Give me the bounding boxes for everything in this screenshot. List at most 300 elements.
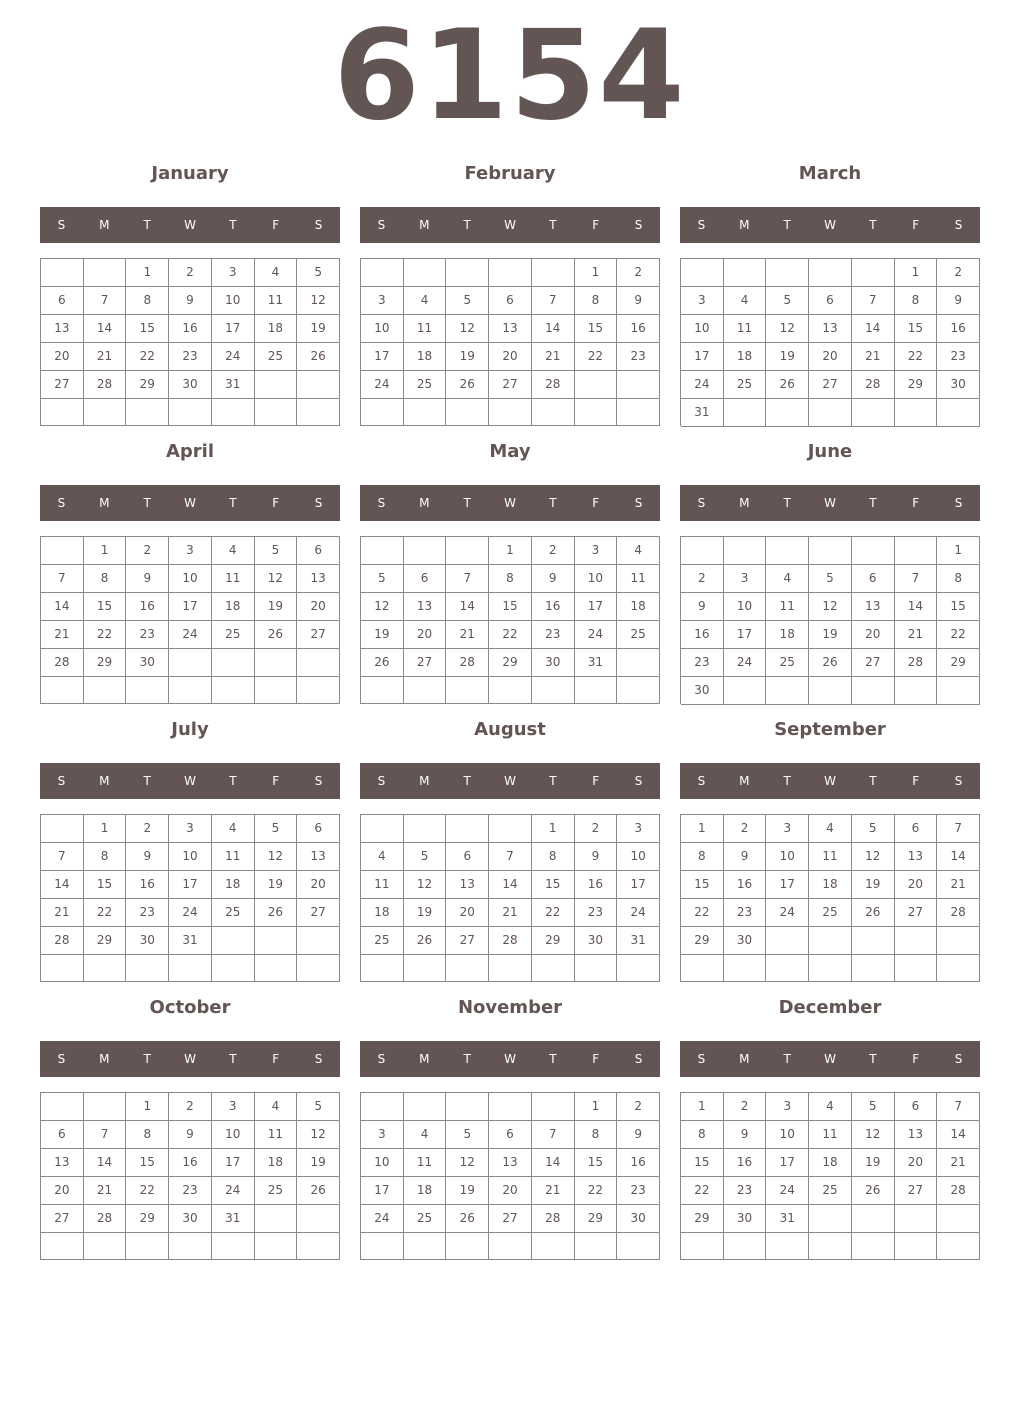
day-cell: 12 bbox=[297, 1121, 340, 1149]
weekday-header bbox=[40, 485, 340, 521]
empty-cell bbox=[532, 1093, 575, 1121]
empty-cell bbox=[169, 955, 212, 982]
day-cell: 22 bbox=[895, 343, 938, 371]
day-cell: 22 bbox=[126, 1177, 169, 1205]
day-cell: 6 bbox=[809, 287, 852, 315]
empty-cell bbox=[361, 399, 404, 426]
day-cell: 17 bbox=[724, 621, 767, 649]
day-cell: 5 bbox=[766, 287, 809, 315]
empty-cell bbox=[126, 1233, 169, 1260]
day-cell: 20 bbox=[809, 343, 852, 371]
day-cell: 8 bbox=[895, 287, 938, 315]
day-cell: 23 bbox=[126, 899, 169, 927]
day-cell: 30 bbox=[169, 1205, 212, 1233]
day-cell: 12 bbox=[361, 593, 404, 621]
empty-cell bbox=[809, 1233, 852, 1260]
day-cell: 23 bbox=[681, 649, 724, 677]
empty-cell bbox=[404, 955, 447, 982]
empty-cell bbox=[126, 399, 169, 426]
empty-cell bbox=[41, 955, 84, 982]
empty-cell bbox=[446, 955, 489, 982]
day-cell: 16 bbox=[575, 871, 618, 899]
day-cell: 12 bbox=[809, 593, 852, 621]
day-cell: 7 bbox=[532, 1121, 575, 1149]
empty-cell bbox=[852, 537, 895, 565]
empty-cell bbox=[361, 1093, 404, 1121]
weekday-label: M bbox=[99, 218, 110, 232]
day-cell: 7 bbox=[84, 1121, 127, 1149]
day-cell: 23 bbox=[724, 1177, 767, 1205]
day-cell: 26 bbox=[297, 343, 340, 371]
day-cell: 23 bbox=[532, 621, 575, 649]
day-cell: 29 bbox=[681, 927, 724, 955]
empty-cell bbox=[766, 955, 809, 982]
weekday-header bbox=[680, 485, 980, 521]
day-cell: 21 bbox=[937, 1149, 980, 1177]
day-cell: 28 bbox=[41, 649, 84, 677]
day-cell: 24 bbox=[617, 899, 660, 927]
empty-cell bbox=[404, 537, 447, 565]
weekday-label: T bbox=[463, 218, 471, 232]
weekday-header bbox=[360, 1041, 660, 1077]
day-cell: 22 bbox=[681, 1177, 724, 1205]
weekday-label: T bbox=[869, 1052, 877, 1066]
day-cell: 19 bbox=[297, 1149, 340, 1177]
day-cell: 28 bbox=[532, 371, 575, 399]
empty-cell bbox=[169, 1233, 212, 1260]
day-cell: 13 bbox=[297, 565, 340, 593]
day-cell: 17 bbox=[212, 1149, 255, 1177]
day-cell: 11 bbox=[255, 287, 298, 315]
day-cell: 20 bbox=[41, 1177, 84, 1205]
day-cell: 13 bbox=[809, 315, 852, 343]
day-cell: 26 bbox=[852, 899, 895, 927]
empty-cell bbox=[852, 677, 895, 705]
day-cell: 7 bbox=[532, 287, 575, 315]
weekday-label: S bbox=[697, 774, 706, 788]
empty-cell bbox=[255, 399, 298, 426]
day-cell: 2 bbox=[681, 565, 724, 593]
day-cell: 2 bbox=[617, 259, 660, 287]
weekday-label: M bbox=[419, 218, 430, 232]
day-cell: 30 bbox=[532, 649, 575, 677]
weekday-header bbox=[40, 763, 340, 799]
empty-cell bbox=[297, 371, 340, 399]
weekday-label: F bbox=[272, 1052, 280, 1066]
weekday-label: S bbox=[954, 218, 963, 232]
weekday-label: S bbox=[377, 774, 386, 788]
day-cell: 29 bbox=[532, 927, 575, 955]
day-cell: 23 bbox=[169, 343, 212, 371]
empty-cell bbox=[532, 399, 575, 426]
weekday-label: T bbox=[869, 774, 877, 788]
day-cell: 11 bbox=[766, 593, 809, 621]
day-cell: 10 bbox=[169, 843, 212, 871]
day-cell: 16 bbox=[681, 621, 724, 649]
day-cell: 22 bbox=[126, 343, 169, 371]
weekday-label: F bbox=[272, 218, 280, 232]
day-cell: 11 bbox=[404, 315, 447, 343]
day-cell: 28 bbox=[852, 371, 895, 399]
day-cell: 20 bbox=[297, 593, 340, 621]
day-cell: 6 bbox=[895, 1093, 938, 1121]
day-cell: 19 bbox=[297, 315, 340, 343]
day-cell: 26 bbox=[361, 649, 404, 677]
day-cell: 18 bbox=[766, 621, 809, 649]
day-cell: 28 bbox=[937, 899, 980, 927]
day-cell: 6 bbox=[489, 1121, 532, 1149]
empty-cell bbox=[361, 955, 404, 982]
day-cell: 13 bbox=[489, 1149, 532, 1177]
day-cell: 17 bbox=[766, 1149, 809, 1177]
month-name: February bbox=[464, 163, 556, 184]
weekday-label: S bbox=[314, 496, 323, 510]
day-cell: 16 bbox=[724, 1149, 767, 1177]
weekday-label: S bbox=[954, 1052, 963, 1066]
day-cell: 16 bbox=[169, 1149, 212, 1177]
day-cell: 11 bbox=[404, 1149, 447, 1177]
empty-cell bbox=[84, 677, 127, 704]
day-cell: 8 bbox=[84, 843, 127, 871]
day-cell: 2 bbox=[126, 537, 169, 565]
weekday-label: M bbox=[739, 774, 750, 788]
empty-cell bbox=[212, 927, 255, 955]
empty-cell bbox=[361, 259, 404, 287]
day-cell: 25 bbox=[255, 343, 298, 371]
empty-cell bbox=[41, 677, 84, 704]
day-cell: 5 bbox=[446, 287, 489, 315]
day-cell: 13 bbox=[446, 871, 489, 899]
weekday-label: S bbox=[314, 1052, 323, 1066]
empty-cell bbox=[852, 927, 895, 955]
weekday-label: M bbox=[739, 218, 750, 232]
day-cell: 13 bbox=[297, 843, 340, 871]
weekday-label: W bbox=[824, 218, 836, 232]
day-cell: 6 bbox=[297, 815, 340, 843]
day-cell: 29 bbox=[126, 1205, 169, 1233]
empty-cell bbox=[404, 399, 447, 426]
day-cell: 2 bbox=[169, 259, 212, 287]
empty-cell bbox=[937, 1233, 980, 1260]
day-cell: 24 bbox=[724, 649, 767, 677]
day-cell: 17 bbox=[361, 1177, 404, 1205]
empty-cell bbox=[489, 955, 532, 982]
day-cell: 19 bbox=[852, 1149, 895, 1177]
empty-cell bbox=[489, 815, 532, 843]
empty-cell bbox=[809, 677, 852, 705]
empty-cell bbox=[404, 1093, 447, 1121]
weekday-label: T bbox=[869, 218, 877, 232]
empty-cell bbox=[361, 677, 404, 704]
day-cell: 22 bbox=[937, 621, 980, 649]
day-cell: 9 bbox=[937, 287, 980, 315]
empty-cell bbox=[852, 399, 895, 427]
day-cell: 3 bbox=[766, 1093, 809, 1121]
weekday-label: S bbox=[314, 218, 323, 232]
day-cell: 27 bbox=[489, 1205, 532, 1233]
empty-cell bbox=[809, 259, 852, 287]
day-cell: 5 bbox=[361, 565, 404, 593]
day-cell: 10 bbox=[681, 315, 724, 343]
empty-cell bbox=[84, 259, 127, 287]
weekday-label: W bbox=[824, 496, 836, 510]
empty-cell bbox=[489, 1093, 532, 1121]
weekday-label: T bbox=[143, 218, 151, 232]
day-cell: 8 bbox=[489, 565, 532, 593]
day-cell: 15 bbox=[575, 315, 618, 343]
day-cell: 28 bbox=[895, 649, 938, 677]
day-cell: 29 bbox=[575, 1205, 618, 1233]
weekday-header bbox=[360, 763, 660, 799]
empty-cell bbox=[41, 1093, 84, 1121]
day-cell: 28 bbox=[937, 1177, 980, 1205]
weekday-header bbox=[680, 763, 980, 799]
weekday-label: W bbox=[184, 218, 196, 232]
day-cell: 17 bbox=[169, 871, 212, 899]
day-cell: 19 bbox=[852, 871, 895, 899]
day-cell: 27 bbox=[895, 899, 938, 927]
weekday-label: T bbox=[229, 496, 237, 510]
weekday-label: T bbox=[229, 218, 237, 232]
day-cell: 21 bbox=[895, 621, 938, 649]
day-cell: 5 bbox=[852, 1093, 895, 1121]
day-cell: 15 bbox=[84, 593, 127, 621]
empty-cell bbox=[532, 1233, 575, 1260]
empty-cell bbox=[446, 815, 489, 843]
weekday-label: W bbox=[504, 496, 516, 510]
day-cell: 20 bbox=[41, 343, 84, 371]
day-cell: 7 bbox=[895, 565, 938, 593]
day-cell: 21 bbox=[489, 899, 532, 927]
day-cell: 4 bbox=[617, 537, 660, 565]
day-cell: 13 bbox=[852, 593, 895, 621]
day-cell: 1 bbox=[575, 1093, 618, 1121]
day-cell: 22 bbox=[575, 343, 618, 371]
weekday-label: S bbox=[697, 496, 706, 510]
weekday-label: F bbox=[592, 218, 600, 232]
day-cell: 23 bbox=[617, 1177, 660, 1205]
day-cell: 21 bbox=[41, 899, 84, 927]
day-cell: 8 bbox=[532, 843, 575, 871]
day-cell: 9 bbox=[532, 565, 575, 593]
weekday-label: T bbox=[869, 496, 877, 510]
day-cell: 21 bbox=[84, 1177, 127, 1205]
empty-cell bbox=[809, 1205, 852, 1233]
day-cell: 17 bbox=[617, 871, 660, 899]
day-cell: 10 bbox=[766, 843, 809, 871]
month-name: January bbox=[151, 163, 229, 184]
day-cell: 12 bbox=[766, 315, 809, 343]
day-cell: 18 bbox=[255, 1149, 298, 1177]
day-cell: 17 bbox=[361, 343, 404, 371]
weekday-label: F bbox=[592, 1052, 600, 1066]
day-cell: 25 bbox=[361, 927, 404, 955]
empty-cell bbox=[489, 1233, 532, 1260]
weekday-label: F bbox=[592, 774, 600, 788]
day-cell: 23 bbox=[937, 343, 980, 371]
weekday-label: T bbox=[229, 774, 237, 788]
day-cell: 7 bbox=[84, 287, 127, 315]
day-cell: 29 bbox=[84, 649, 127, 677]
day-cell: 4 bbox=[724, 287, 767, 315]
day-cell: 11 bbox=[617, 565, 660, 593]
day-cell: 31 bbox=[766, 1205, 809, 1233]
day-cell: 29 bbox=[895, 371, 938, 399]
day-grid bbox=[680, 536, 980, 704]
empty-cell bbox=[212, 677, 255, 704]
empty-cell bbox=[852, 1205, 895, 1233]
day-cell: 28 bbox=[41, 927, 84, 955]
weekday-label: T bbox=[143, 1052, 151, 1066]
day-cell: 12 bbox=[852, 1121, 895, 1149]
day-cell: 11 bbox=[212, 565, 255, 593]
day-cell: 9 bbox=[617, 1121, 660, 1149]
day-cell: 17 bbox=[766, 871, 809, 899]
day-cell: 11 bbox=[809, 1121, 852, 1149]
day-cell: 3 bbox=[575, 537, 618, 565]
day-cell: 16 bbox=[126, 871, 169, 899]
day-cell: 10 bbox=[212, 1121, 255, 1149]
weekday-label: W bbox=[824, 1052, 836, 1066]
day-cell: 24 bbox=[169, 899, 212, 927]
day-cell: 22 bbox=[84, 899, 127, 927]
day-cell: 1 bbox=[895, 259, 938, 287]
day-cell: 8 bbox=[681, 843, 724, 871]
day-cell: 10 bbox=[617, 843, 660, 871]
weekday-label: W bbox=[504, 774, 516, 788]
day-cell: 5 bbox=[852, 815, 895, 843]
day-cell: 24 bbox=[766, 899, 809, 927]
weekday-label: T bbox=[549, 218, 557, 232]
day-cell: 30 bbox=[724, 1205, 767, 1233]
day-cell: 18 bbox=[212, 871, 255, 899]
day-cell: 11 bbox=[212, 843, 255, 871]
day-cell: 28 bbox=[84, 1205, 127, 1233]
day-cell: 6 bbox=[446, 843, 489, 871]
day-cell: 21 bbox=[532, 1177, 575, 1205]
month-name: July bbox=[171, 719, 209, 740]
weekday-label: T bbox=[463, 1052, 471, 1066]
day-cell: 26 bbox=[809, 649, 852, 677]
day-cell: 6 bbox=[404, 565, 447, 593]
day-cell: 19 bbox=[255, 871, 298, 899]
day-cell: 14 bbox=[41, 871, 84, 899]
day-cell: 10 bbox=[724, 593, 767, 621]
day-cell: 15 bbox=[895, 315, 938, 343]
weekday-label: W bbox=[824, 774, 836, 788]
day-cell: 26 bbox=[852, 1177, 895, 1205]
weekday-label: F bbox=[272, 496, 280, 510]
day-cell: 26 bbox=[446, 371, 489, 399]
day-cell: 26 bbox=[297, 1177, 340, 1205]
empty-cell bbox=[575, 955, 618, 982]
empty-cell bbox=[852, 1233, 895, 1260]
day-cell: 15 bbox=[575, 1149, 618, 1177]
empty-cell bbox=[84, 399, 127, 426]
month-name: December bbox=[778, 997, 882, 1018]
empty-cell bbox=[297, 1205, 340, 1233]
day-cell: 3 bbox=[361, 287, 404, 315]
day-grid bbox=[360, 536, 660, 704]
day-cell: 30 bbox=[724, 927, 767, 955]
day-cell: 31 bbox=[212, 1205, 255, 1233]
day-cell: 2 bbox=[724, 815, 767, 843]
day-cell: 10 bbox=[169, 565, 212, 593]
empty-cell bbox=[84, 955, 127, 982]
day-cell: 15 bbox=[126, 315, 169, 343]
day-cell: 25 bbox=[809, 1177, 852, 1205]
day-cell: 8 bbox=[126, 1121, 169, 1149]
day-cell: 16 bbox=[724, 871, 767, 899]
empty-cell bbox=[404, 815, 447, 843]
day-cell: 15 bbox=[84, 871, 127, 899]
day-cell: 11 bbox=[724, 315, 767, 343]
day-cell: 2 bbox=[724, 1093, 767, 1121]
day-cell: 18 bbox=[617, 593, 660, 621]
day-cell: 29 bbox=[126, 371, 169, 399]
empty-cell bbox=[766, 259, 809, 287]
weekday-label: S bbox=[57, 218, 66, 232]
day-cell: 4 bbox=[255, 259, 298, 287]
day-cell: 5 bbox=[255, 537, 298, 565]
empty-cell bbox=[212, 955, 255, 982]
day-cell: 8 bbox=[681, 1121, 724, 1149]
day-cell: 23 bbox=[126, 621, 169, 649]
month-name: June bbox=[807, 441, 853, 462]
day-cell: 7 bbox=[41, 843, 84, 871]
day-cell: 30 bbox=[126, 927, 169, 955]
day-cell: 1 bbox=[84, 815, 127, 843]
weekday-label: T bbox=[143, 496, 151, 510]
day-cell: 14 bbox=[895, 593, 938, 621]
day-cell: 3 bbox=[724, 565, 767, 593]
empty-cell bbox=[617, 677, 660, 704]
day-cell: 18 bbox=[255, 315, 298, 343]
weekday-header bbox=[360, 207, 660, 243]
day-cell: 14 bbox=[84, 1149, 127, 1177]
empty-cell bbox=[617, 1233, 660, 1260]
weekday-label: S bbox=[634, 218, 643, 232]
day-cell: 30 bbox=[937, 371, 980, 399]
day-cell: 24 bbox=[212, 1177, 255, 1205]
day-cell: 9 bbox=[126, 565, 169, 593]
month-name: April bbox=[165, 441, 215, 462]
day-cell: 27 bbox=[297, 621, 340, 649]
day-cell: 6 bbox=[852, 565, 895, 593]
empty-cell bbox=[446, 677, 489, 704]
day-grid bbox=[360, 258, 660, 426]
day-cell: 27 bbox=[41, 371, 84, 399]
day-cell: 25 bbox=[404, 371, 447, 399]
day-cell: 29 bbox=[937, 649, 980, 677]
day-cell: 20 bbox=[297, 871, 340, 899]
day-cell: 1 bbox=[489, 537, 532, 565]
weekday-label: T bbox=[783, 218, 791, 232]
day-cell: 25 bbox=[212, 621, 255, 649]
day-cell: 22 bbox=[532, 899, 575, 927]
day-cell: 21 bbox=[41, 621, 84, 649]
weekday-label: S bbox=[954, 774, 963, 788]
day-cell: 17 bbox=[681, 343, 724, 371]
empty-cell bbox=[126, 677, 169, 704]
day-grid bbox=[40, 258, 340, 426]
weekday-label: W bbox=[184, 774, 196, 788]
day-cell: 16 bbox=[169, 315, 212, 343]
day-cell: 11 bbox=[255, 1121, 298, 1149]
day-cell: 12 bbox=[297, 287, 340, 315]
day-cell: 2 bbox=[617, 1093, 660, 1121]
day-cell: 13 bbox=[41, 315, 84, 343]
